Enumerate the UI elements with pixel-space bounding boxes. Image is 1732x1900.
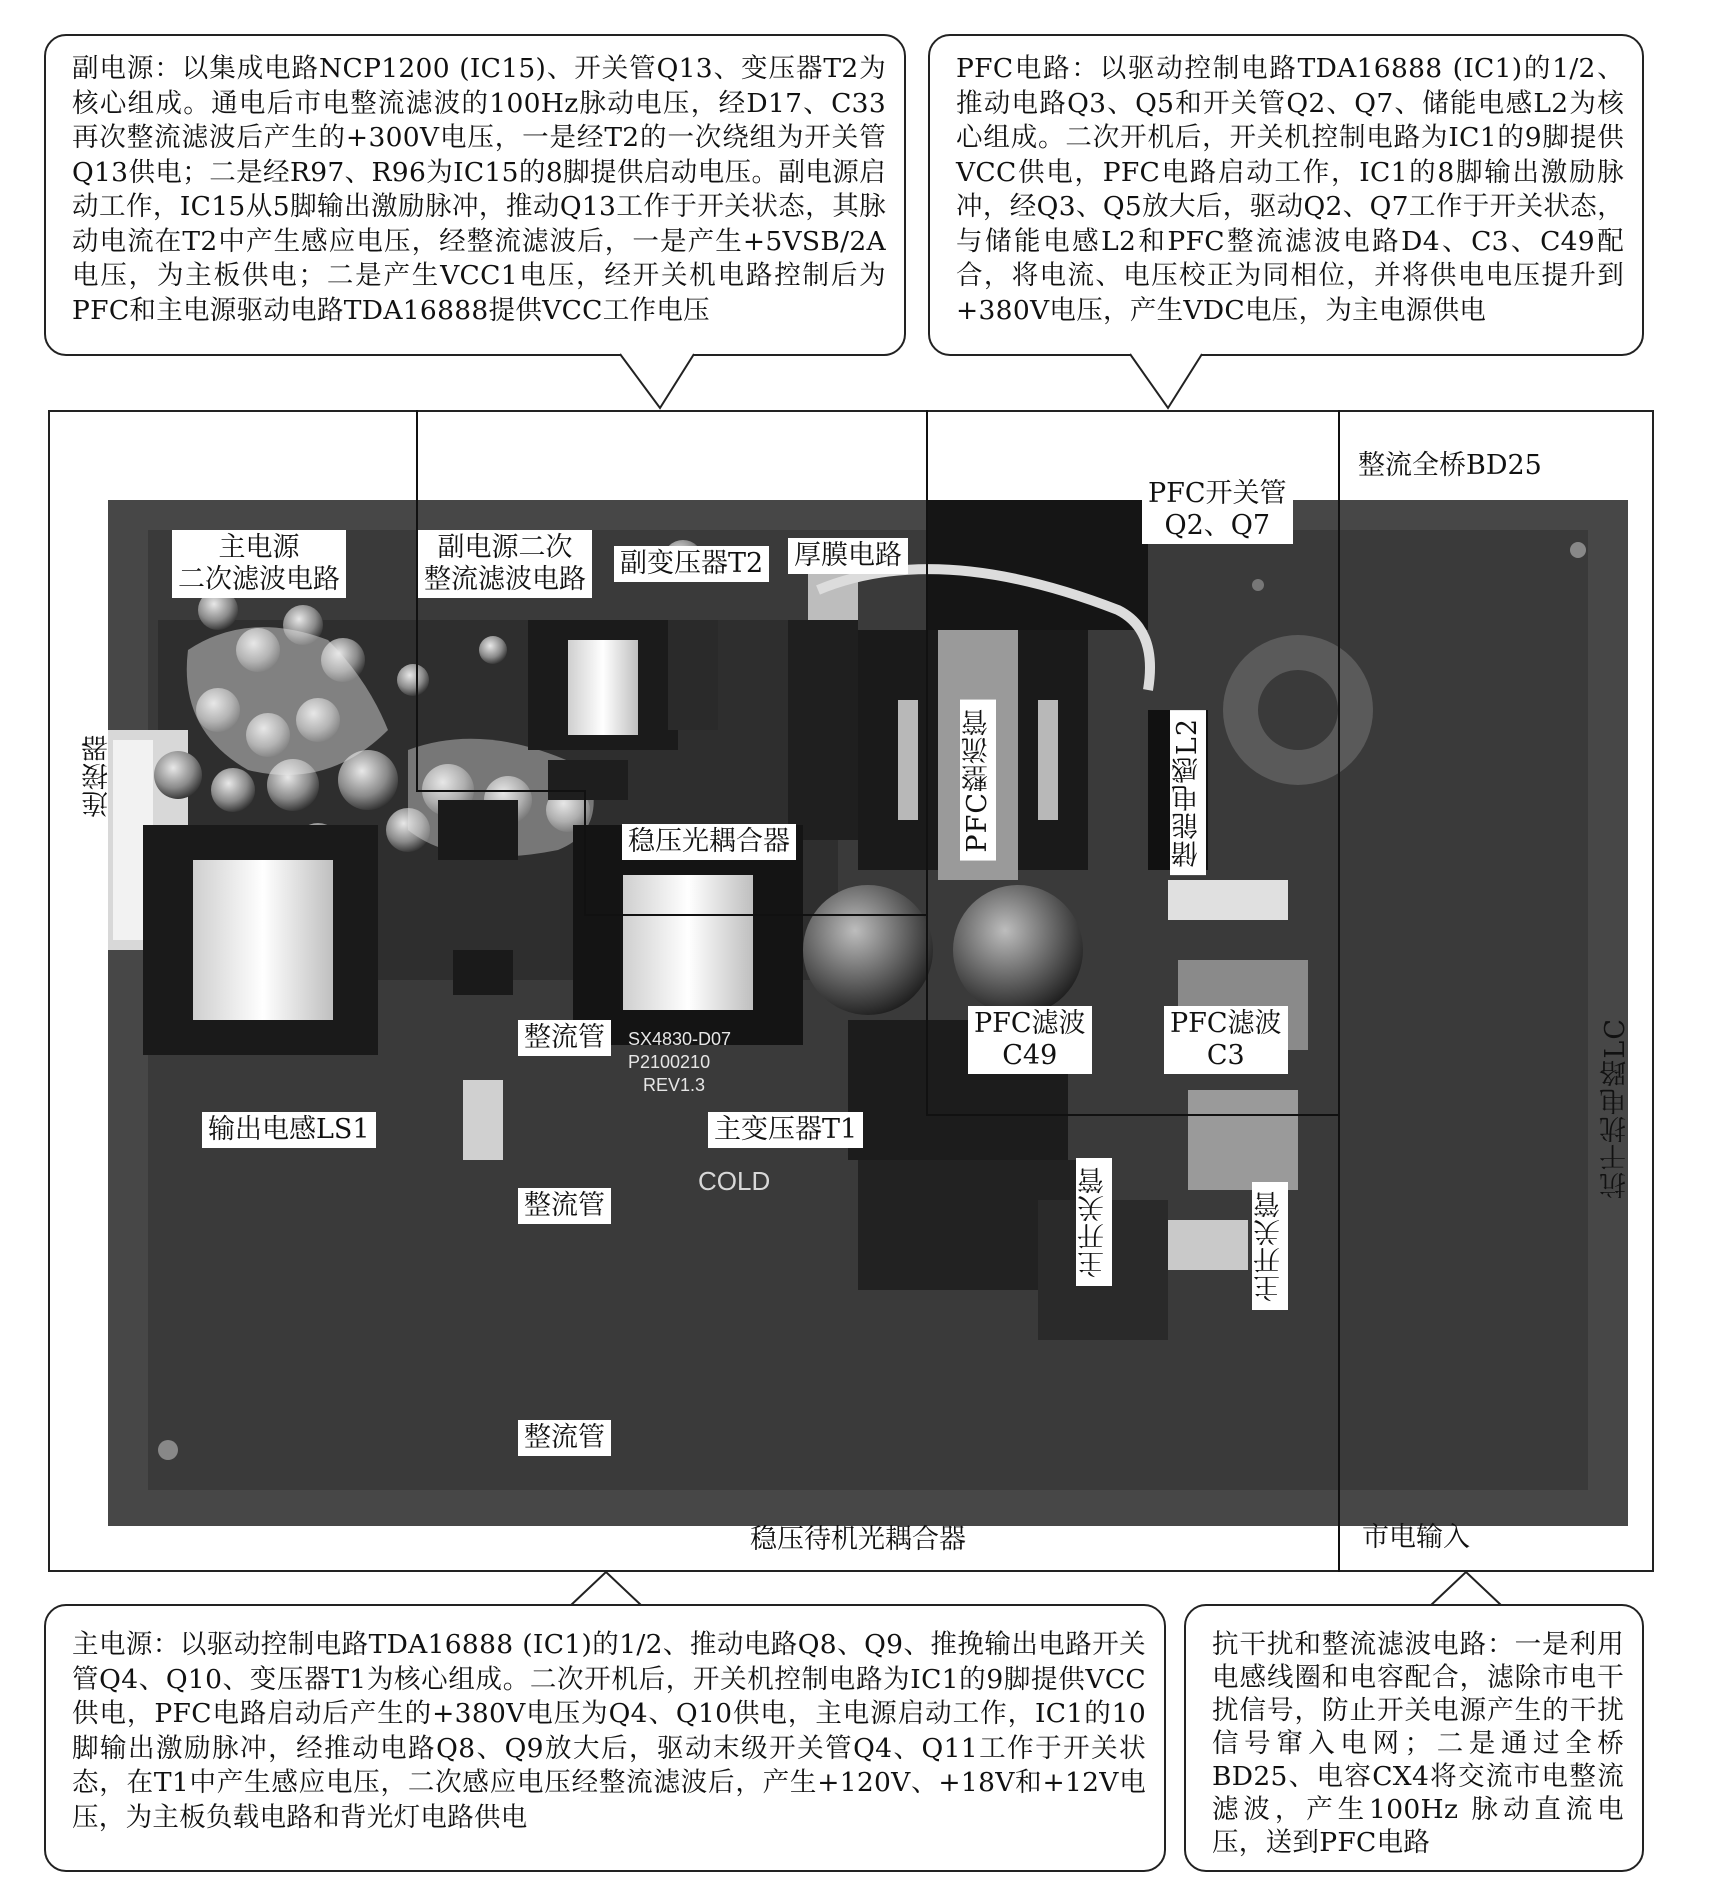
label-rectifier-1: 整流管 bbox=[518, 1020, 611, 1056]
board-graphic bbox=[108, 500, 1628, 1526]
label-pfc-switch: PFC开关管 Q2、Q7 bbox=[1142, 476, 1293, 544]
board-model-text: SX4830-D07 bbox=[628, 1029, 732, 1049]
label-output-inductor: 输出电感LS1 bbox=[202, 1112, 376, 1148]
board-date-text: P2100210 bbox=[628, 1052, 711, 1072]
divider-emi-left bbox=[1338, 410, 1340, 1572]
label-rectifier-2: 整流管 bbox=[518, 1188, 611, 1224]
divider-sub-lower bbox=[584, 790, 586, 916]
divider-sub-left bbox=[416, 410, 418, 792]
divider-sub-bottom bbox=[416, 790, 586, 792]
board-cold-text: COLD bbox=[698, 1166, 771, 1196]
label-main-transformer: 主变压器T1 bbox=[708, 1112, 863, 1148]
label-pfc-rectifier: PFC整流管 bbox=[960, 700, 996, 861]
divider-pfc-left bbox=[926, 410, 928, 1116]
callout-main-power bbox=[44, 1604, 1166, 1872]
callout-pfc-pointer bbox=[1130, 354, 1210, 410]
callout-pfc bbox=[928, 34, 1644, 356]
label-emi-lc: 抗干扰电路LC bbox=[1600, 1018, 1631, 1199]
label-sub-secondary-rectifier: 副电源二次 整流滤波电路 bbox=[418, 530, 592, 598]
callout-main-power-text: 主电源：以驱动控制电路TDA16888 (IC1)的1/2、推动电路Q8、Q9、推挽输出电路开关管Q4、Q10、变压器T1为核心组成。二次开机后，开关机控制电路为IC1的9脚提供VCC供电，PFC电路启动后产生的+380V电压为Q4、Q10供电，主电源启动工作，IC1的10脚输出激励脉冲，经推动电路Q8、Q9放大后，驱动末级开关管Q4、Q11工作于开关状态，在T1中产生感应电压，二次感应电压经整流滤波后，产生+120V、+18V和+12V电压，为主板负载电路和背光灯电路供电 bbox=[72, 1629, 1146, 1833]
label-connector: 连接器 bbox=[82, 734, 113, 818]
label-standby-optocoupler: 稳压待机光耦合器 bbox=[750, 1524, 966, 1555]
label-thick-film: 厚膜电路 bbox=[788, 538, 908, 574]
label-main-switch-2: 主开关管 bbox=[1252, 1182, 1288, 1310]
callout-sub-power-pointer bbox=[620, 354, 700, 410]
callout-emi bbox=[1184, 1604, 1644, 1872]
label-mains-input: 市电输入 bbox=[1362, 1522, 1470, 1553]
label-regulator-optocoupler: 稳压光耦合器 bbox=[622, 824, 796, 860]
power-board-photo bbox=[108, 500, 1628, 1526]
label-rectifier-3: 整流管 bbox=[518, 1420, 611, 1456]
callout-emi-text: 抗干扰和整流滤波电路：一是利用电感线圈和电容配合，滤除市电干扰信号，防止开关电源产生的干扰信号窜入电网；二是通过全桥BD25、电容CX4将交流市电整流滤波，产生100Hz 脉动直流电压，送到PFC电路 bbox=[1212, 1629, 1624, 1858]
label-main-switch-1: 主开关管 bbox=[1076, 1158, 1112, 1286]
label-rectifier-bridge: 整流全桥BD25 bbox=[1358, 450, 1542, 481]
label-pfc-filter-c49: PFC滤波 C49 bbox=[968, 1006, 1092, 1074]
callout-sub-power-text: 副电源：以集成电路NCP1200 (IC15)、开关管Q13、变压器T2为核心组成。通电后市电整流滤波的100Hz脉动电压，经D17、C33再次整流滤波后产生的+300V电压，一是经T2的一次绕组为开关管Q13供电；二是经R97、R96为IC15的8脚提供启动电压。副电源启动工作，IC15从5脚输出激励脉冲，推动Q13工作于开关状态，其脉动电流在T2中产生感应电压，经整流滤波后，一是产生+5VSB/2A电压，为主板供电；二是产生VCC1电压，经开关机电路控制后为PFC和主电源驱动电路TDA16888提供VCC工作电压 bbox=[72, 53, 886, 326]
label-storage-inductor: 储能电感L2 bbox=[1170, 710, 1206, 875]
callout-main-power-pointer bbox=[570, 1572, 646, 1608]
board-rev-text: REV1.3 bbox=[643, 1075, 706, 1095]
callout-emi-pointer bbox=[1430, 1572, 1506, 1608]
divider-pfc-bottom bbox=[926, 1114, 1340, 1116]
callout-sub-power bbox=[44, 34, 906, 356]
divider-sub-base bbox=[584, 914, 928, 916]
callout-pfc-text: PFC电路：以驱动控制电路TDA16888 (IC1)的1/2、推动电路Q3、Q5和开关管Q2、Q7、储能电感L2为核心组成。二次开机后，开关机控制电路为IC1的9脚提供VCC供电，PFC电路启动工作，IC1的8脚输出激励脉冲，经Q3、Q5放大后，驱动Q2、Q7工作于开关状态，与储能电感L2和PFC整流滤波电路D4、C3、C49配合，将电流、电压校正为同相位，并将供电电压提升到+380V电压，产生VDC电压，为主电源供电 bbox=[956, 53, 1624, 326]
label-pfc-filter-c3: PFC滤波 C3 bbox=[1164, 1006, 1288, 1074]
label-sub-transformer: 副变压器T2 bbox=[614, 546, 769, 582]
label-main-secondary-filter: 主电源 二次滤波电路 bbox=[172, 530, 346, 598]
